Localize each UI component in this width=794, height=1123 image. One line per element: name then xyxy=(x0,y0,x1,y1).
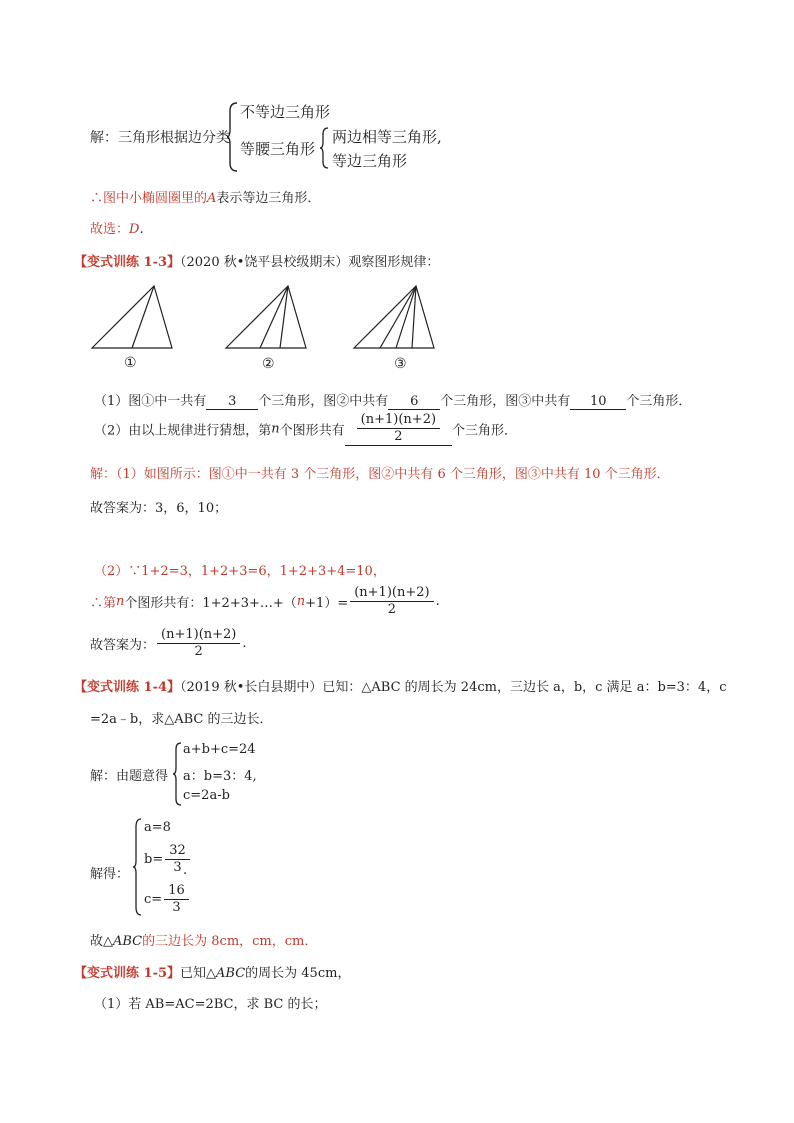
conclusion-line: ∴图中小椭圆圈里的A表示等边三角形． xyxy=(90,191,321,206)
system-eq-2: a：b=3：4, xyxy=(183,769,257,784)
result-end: . xyxy=(183,863,188,878)
result-c: c= $\frac{16}{3}$ xyxy=(144,883,191,916)
figure-2 xyxy=(226,286,306,348)
answer-line: 故选：D. xyxy=(90,222,144,237)
result-brace-icon xyxy=(133,817,143,917)
ex13-question-2: （2）由以上规律进行猜想，第n个图形共有 $\frac{(n+1)(n+2)}{2}$ 个三角形． xyxy=(94,412,518,444)
branch-scalene: 不等边三角形 xyxy=(240,103,331,121)
ex14-final: 故△ABC的三边长为 8cm，cm，cm． xyxy=(90,934,318,949)
ex14-solution-prefix: 解：由题意得 xyxy=(90,769,169,784)
small-brace-icon xyxy=(320,126,330,170)
ex13-header xyxy=(74,251,439,270)
fraction: $\frac{(n+1)(n+2)}{2}$ xyxy=(357,412,440,445)
figure-label-3: ③ xyxy=(394,356,407,372)
fraction: $\frac{32}{3}$ xyxy=(165,843,190,876)
branch-isosceles: 等腰三角形 xyxy=(240,140,316,158)
ex14-solved-prefix: 解得： xyxy=(90,867,130,882)
figure-1 xyxy=(92,286,172,348)
ex15-tag: 【变式训练 1-5】 xyxy=(74,966,181,981)
triangle-figures xyxy=(88,282,468,352)
ex15-line-1: 【变式训练 1-5】已知△ABC的周长为 45cm， xyxy=(74,966,351,981)
ex14-tag: 【变式训练 1-4】 xyxy=(74,680,181,695)
fraction: $\frac{(n+1)(n+2)}{2}$ xyxy=(157,627,240,660)
fraction: $\frac{16}{3}$ xyxy=(164,883,189,916)
system-eq-1: a+b+c=24 xyxy=(183,742,256,757)
ex13-question-1: （1）图①中一共有 3 个三角形，图②中共有 6 个三角形，图③中共有 10 个三角形． xyxy=(94,394,692,409)
blank-2: 6 xyxy=(388,394,440,410)
ex13-solution-2: （2）∵1+2=3，1+2+3=6，1+2+3+4=10， xyxy=(94,564,386,579)
figure-3 xyxy=(354,286,434,348)
ex13-answer-2: 故答案为： $\frac{(n+1)(n+2)}{2}$ . xyxy=(90,627,247,659)
fraction: $\frac{(n+1)(n+2)}{2}$ xyxy=(350,585,433,618)
ex14-line-2: =2a﹣b，求△ABC 的三边长． xyxy=(90,712,273,727)
ex13-solution-2b: ∴第n个图形共有：1+2+3+…+（n+1）= $\frac{(n+1)(n+2)}{2}$ . xyxy=(90,585,440,617)
ex13-solution-1: 解：（1）如图所示：图①中一共有 3 个三角形，图②中共有 6 个三角形，图③中共有 10 个三角形． xyxy=(90,467,670,482)
blank-1: 3 xyxy=(206,394,258,410)
figure-label-1: ① xyxy=(124,355,137,371)
result-a: a=8 xyxy=(144,820,171,835)
sub-two-equal: 两边相等三角形, xyxy=(332,128,442,146)
solution-label: 解：三角形根据边分类 xyxy=(90,130,230,146)
ex14-line-1: 【变式训练 1-4】（2019 秋•长白县期中）已知：△ABC 的周长为 24cm，三边长 a，b，c 满足 a：b=3：4，c xyxy=(74,680,727,695)
figure-label-2: ② xyxy=(262,356,275,372)
blank-3: 10 xyxy=(570,394,626,410)
ex13-source: （2020 秋•饶平县校级期末）观察图形规律： xyxy=(180,255,440,270)
system-eq-3: c=2a-b xyxy=(183,788,230,803)
ex13-tag: 【变式训练 1-3】 xyxy=(74,255,181,270)
ex15-question-1: （1）若 AB=AC=2BC，求 BC 的长； xyxy=(94,997,327,1012)
system-brace-icon xyxy=(173,741,183,807)
big-brace-icon xyxy=(227,101,239,173)
solution-prefix xyxy=(90,127,230,147)
result-b: b= $\frac{32}{3}$ xyxy=(144,843,192,876)
sub-equilateral: 等边三角形 xyxy=(332,152,408,170)
ex13-answer-1: 故答案为：3，6，10； xyxy=(90,501,228,516)
